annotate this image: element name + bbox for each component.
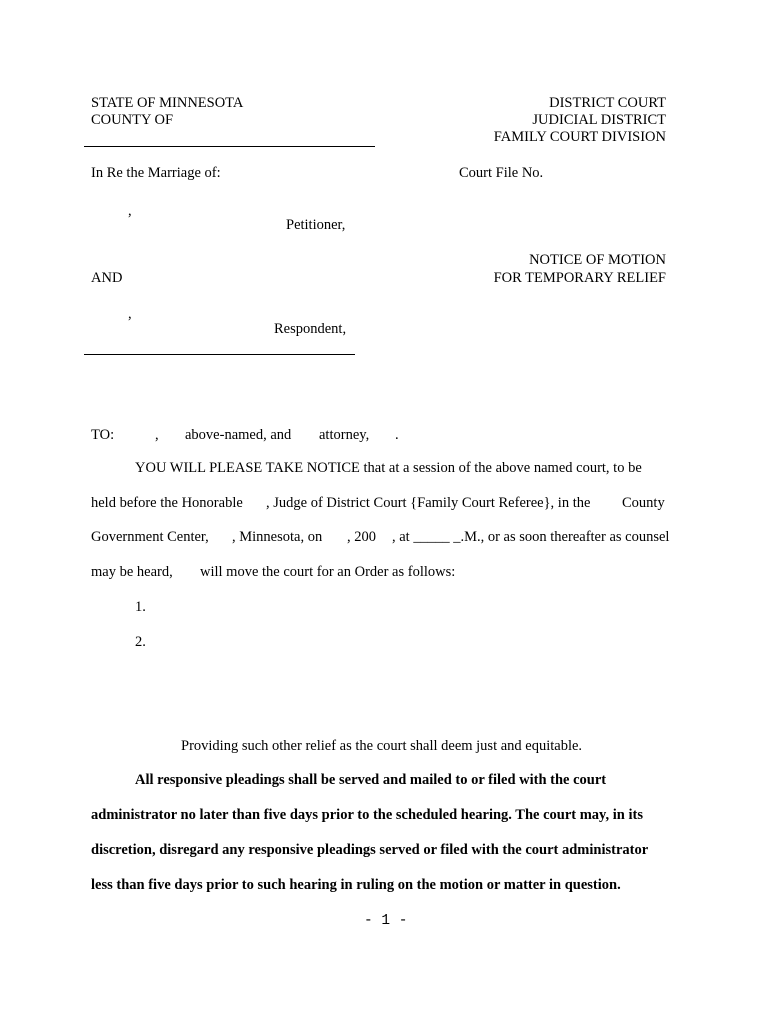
notice-line-3d: , at _____ _.M., or as soon thereafter as counsel xyxy=(392,529,670,545)
division-label: FAMILY COURT DIVISION xyxy=(493,129,666,145)
respondent-name-comma: , xyxy=(128,306,132,322)
petitioner-name-comma: , xyxy=(128,203,132,219)
state-label: STATE OF MINNESOTA xyxy=(91,95,244,111)
respondent-label: Respondent, xyxy=(274,321,347,337)
court-label: DISTRICT COURT xyxy=(549,95,666,111)
court-file-label: Court File No. xyxy=(459,165,544,181)
notice-line-2b: , Judge of District Court {Family Court Referee}, in the xyxy=(266,495,591,511)
and-label: AND xyxy=(91,270,123,286)
notice-line-1: YOU WILL PLEASE TAKE NOTICE that at a session of the above named court, to be xyxy=(135,460,642,476)
petitioner-label: Petitioner, xyxy=(286,217,346,233)
to-period: . xyxy=(395,427,399,443)
list-item: 1. xyxy=(135,599,146,615)
to-comma: , xyxy=(155,427,159,443)
list-item: 2. xyxy=(135,634,146,650)
district-label: JUDICIAL DISTRICT xyxy=(532,112,666,128)
notice-line-2c: County xyxy=(622,495,665,511)
notice-line-3c: , 200 xyxy=(347,529,376,545)
in-re-label: In Re the Marriage of: xyxy=(91,165,221,181)
page-number: - 1 - xyxy=(364,913,408,929)
responsive-notice-line-1: All responsive pleadings shall be served and mailed to or filed with the court xyxy=(135,772,607,788)
responsive-notice-line-3: discretion, disregard any responsive pleadings served or filed with the court administrator xyxy=(91,842,649,858)
document-title-line1: NOTICE OF MOTION xyxy=(529,252,666,268)
notice-line-3b: , Minnesota, on xyxy=(232,529,323,545)
notice-line-4a: may be heard, xyxy=(91,564,173,580)
caption-divider-top xyxy=(84,146,375,147)
notice-line-2a: held before the Honorable xyxy=(91,495,243,511)
county-label: COUNTY OF xyxy=(91,112,174,128)
notice-line-3a: Government Center, xyxy=(91,529,209,545)
document-title-line2: FOR TEMPORARY RELIEF xyxy=(493,270,666,286)
relief-text: Providing such other relief as the court shall deem just and equitable. xyxy=(181,738,583,754)
caption-divider-bottom xyxy=(84,354,355,355)
notice-line-4b: will move the court for an Order as follows: xyxy=(200,564,456,580)
attorney-text: attorney, xyxy=(319,427,370,443)
responsive-notice-line-2: administrator no later than five days prior to the scheduled hearing. The court may, in its xyxy=(91,807,643,823)
responsive-notice-line-4: less than five days prior to such hearing in ruling on the motion or matter in question. xyxy=(91,877,621,893)
above-named-text: above-named, and xyxy=(185,427,292,443)
to-label: TO: xyxy=(91,427,115,443)
